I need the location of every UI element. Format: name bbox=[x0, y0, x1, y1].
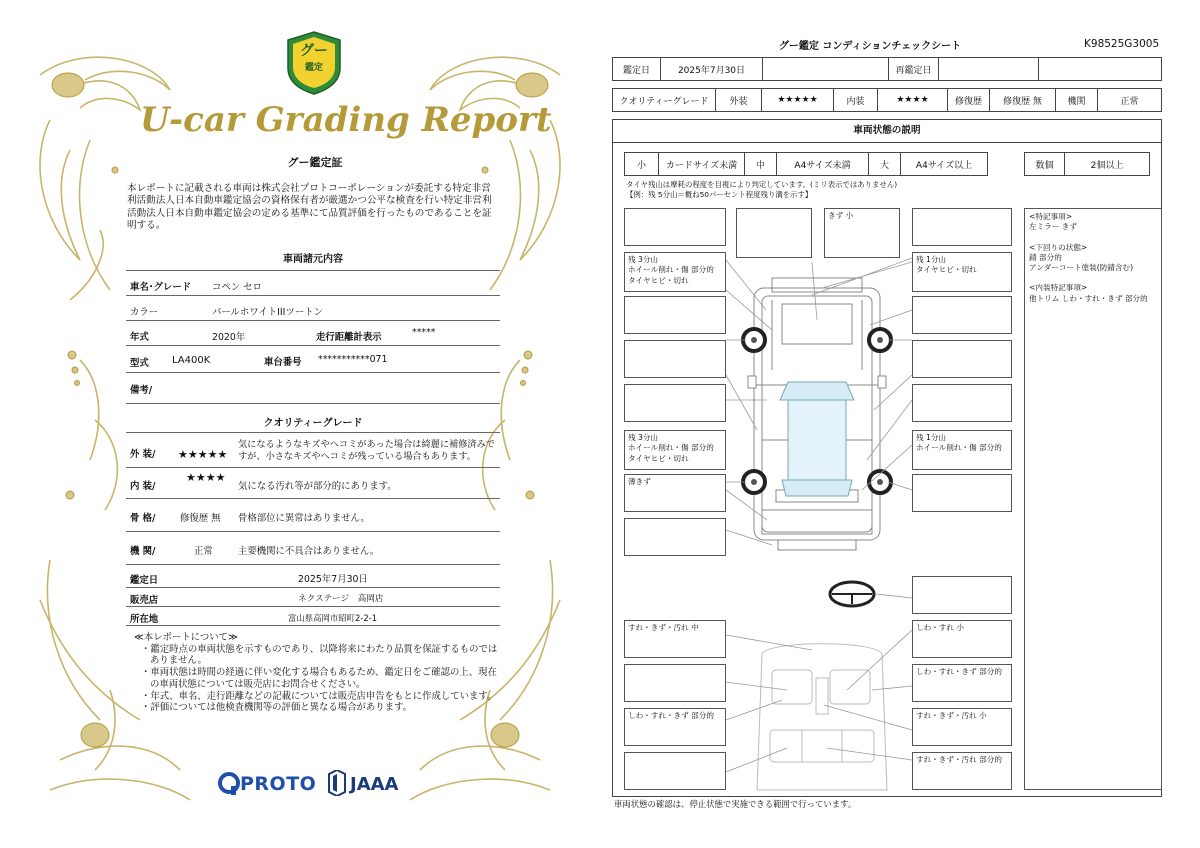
note-line: <下回りの状態> bbox=[1029, 242, 1088, 252]
desc-title: 車両状態の説明 bbox=[612, 119, 1162, 143]
reappraisal-date-label: 再鑑定日 bbox=[889, 58, 939, 81]
annotation-box bbox=[912, 340, 1012, 378]
interior-stars: ★★★★ bbox=[186, 471, 226, 484]
engine-text: 主要機関に不具合はありません。 bbox=[238, 546, 380, 557]
size-small-desc: カードサイズ未満 bbox=[659, 153, 745, 176]
quality-top-rule bbox=[126, 432, 500, 433]
about-item: ・年式、車名、走行距離などの記載については販売店申告をもとに作成しています。 bbox=[141, 690, 497, 702]
quality-row-frame bbox=[126, 500, 500, 532]
annotation-text: タイヤヒビ・切れ bbox=[628, 453, 689, 463]
note-line bbox=[1029, 232, 1157, 242]
report-title: U-car Grading Report bbox=[140, 100, 552, 140]
about-item: ・鑑定時点の車両状態を示すものであり、以降将来にわたり品質を保証するものではありません。 bbox=[141, 643, 498, 667]
certificate-body: 本レポートに記載される車両は株式会社プロトコーポレーションが委託する特定非営利活動法人日本自動車鑑定協会の資格保有者が厳選かつ公平な検査を行い特定非営利活動法人日本自動車鑑定協会の定める基準にて品質評価を行ったものであることを証明する。 bbox=[127, 183, 492, 232]
annotation-text: 残 3分山 bbox=[628, 255, 659, 264]
note-line bbox=[1029, 273, 1157, 283]
quality-row-exterior bbox=[126, 434, 500, 468]
annotation-box bbox=[912, 474, 1012, 512]
color-value: パールホワイトIIIツートン bbox=[212, 307, 323, 318]
annotation-text: きず 小 bbox=[828, 211, 854, 220]
interior-text: 気になる汚れ等が部分的にあります。 bbox=[238, 481, 397, 492]
annotation-text: タイヤヒビ・切れ bbox=[916, 265, 977, 275]
note-line: アンダーコート塗装(防錆含む) bbox=[1029, 263, 1134, 273]
date-table bbox=[612, 57, 1162, 81]
annotation-text: タイヤヒビ・切れ bbox=[628, 275, 689, 285]
annotation-box bbox=[624, 518, 726, 556]
mileage-value: ***** bbox=[412, 327, 436, 338]
annotation-box-interior-l1 bbox=[624, 620, 726, 658]
name-grade-label: 車名･グレード bbox=[130, 282, 191, 293]
annotation-box bbox=[624, 664, 726, 702]
size-small: 小 bbox=[625, 153, 659, 176]
tire-note-2: 【例：残 5分山＝概ね50パーセント程度残り溝を示す】 bbox=[626, 190, 813, 199]
interior-stars: ★★★★ bbox=[878, 89, 948, 112]
tire-note-1: タイヤ残山は摩耗の程度を目視により判定しています。(ミリ表示ではありません) bbox=[626, 180, 898, 189]
engine-label: 機 関/ bbox=[130, 546, 156, 557]
proto-logo-text: PROTO bbox=[240, 773, 317, 795]
size-count: 数個 bbox=[1025, 153, 1065, 176]
address-label: 所在地 bbox=[130, 614, 159, 625]
annotation-box bbox=[624, 208, 726, 246]
quality-label: クオリティーグレード bbox=[613, 89, 716, 112]
appraisal-date-label: 鑑定日 bbox=[613, 58, 661, 81]
interior-label: 内装 bbox=[834, 89, 878, 112]
count-legend-table bbox=[1024, 152, 1150, 176]
spec-row-year bbox=[126, 322, 500, 346]
model-value: LA400K bbox=[172, 355, 211, 366]
annotation-box bbox=[912, 576, 1012, 614]
note-line: 左ミラー きず bbox=[1029, 222, 1077, 232]
exterior-stars: ★★★★★ bbox=[178, 448, 228, 461]
annotation-text: 残 3分山 bbox=[628, 433, 659, 442]
frame-label: 骨 格/ bbox=[130, 513, 156, 524]
annotation-text: ホイール削れ・傷 部分的 bbox=[628, 443, 714, 453]
interior-label: 内 装/ bbox=[130, 481, 156, 492]
model-label: 型式 bbox=[130, 358, 149, 369]
annotation-box-front-left-tire bbox=[624, 252, 726, 292]
annotation-text: しわ・すれ 小 bbox=[916, 623, 964, 632]
annotation-box-left-dent bbox=[624, 474, 726, 512]
annotation-box bbox=[624, 296, 726, 334]
size-mid: 中 bbox=[745, 153, 777, 176]
note-line: 錆 部分的 bbox=[1029, 252, 1062, 262]
annotation-box bbox=[624, 340, 726, 378]
remarks-label: 備考/ bbox=[130, 385, 153, 396]
annotation-box bbox=[624, 384, 726, 422]
annotation-text: すれ・きず・汚れ 中 bbox=[628, 623, 699, 632]
appraisal-date-value: 2025年7月30日 bbox=[298, 574, 368, 585]
annotation-text: 薄きず bbox=[628, 477, 651, 486]
repair-value: 修復歴 無 bbox=[990, 89, 1056, 112]
about-title: ≪本レポートについて≫ bbox=[134, 632, 238, 643]
exterior-text: 気になるようなキズやヘコミがあった場合は綺麗に補修済みですが、小さなキズやヘコミが残っている場合もあります。 bbox=[238, 439, 495, 462]
spec-row-model bbox=[126, 347, 500, 373]
about-item: ・車両状態は時間の経過に伴い変化する場合もあるため、鑑定日をご確認の上、現在の車両状態については販売店にお問合せください。 bbox=[141, 667, 497, 690]
year-label: 年式 bbox=[130, 332, 149, 343]
repair-label: 修復歴 bbox=[948, 89, 990, 112]
empty-cell bbox=[939, 58, 1039, 81]
annotation-text: 残 1分山 bbox=[916, 255, 947, 264]
appraisal-date-label: 鑑定日 bbox=[130, 575, 159, 586]
certificate-title: グー鑑定証 bbox=[287, 156, 343, 169]
special-notes-panel bbox=[1024, 208, 1162, 790]
proto-logo-icon bbox=[218, 772, 240, 796]
about-report bbox=[134, 632, 498, 714]
dealer-label: 販売店 bbox=[130, 595, 159, 606]
annotation-box-rear-left-tire bbox=[624, 430, 726, 470]
annotation-box-interior-r4 bbox=[912, 752, 1012, 790]
note-line: 他トリム しわ・すれ・きず 部分的 bbox=[1029, 293, 1148, 303]
annotation-box bbox=[624, 752, 726, 790]
badge-text-goo: グー bbox=[300, 43, 328, 59]
sheet-title: グー鑑定 コンディションチェックシート bbox=[778, 41, 962, 52]
address-row bbox=[126, 608, 500, 626]
note-line: <内装特記事項> bbox=[1029, 283, 1088, 293]
exterior-label: 外装 bbox=[716, 89, 762, 112]
dealer-row bbox=[126, 589, 500, 607]
annotation-text: すれ・きず・汚れ 小 bbox=[916, 711, 987, 720]
size-mid-desc: A4サイズ未満 bbox=[777, 153, 869, 176]
annotation-box bbox=[912, 208, 1012, 246]
about-item: ・評価については他検査機関等の評価と異なる場合があります。 bbox=[141, 702, 412, 714]
appraisal-date-value: 2025年7月30日 bbox=[661, 58, 763, 81]
specs-top-rule bbox=[126, 270, 500, 271]
chassis-label: 車台番号 bbox=[264, 357, 302, 368]
annotation-box-front-right-tire bbox=[912, 252, 1012, 292]
annotation-box-interior-l3 bbox=[624, 708, 726, 746]
address-value: 富山県高岡市昭町2-2-1 bbox=[288, 613, 378, 623]
size-count-desc: 2個以上 bbox=[1065, 153, 1150, 176]
annotation-box bbox=[736, 208, 812, 258]
spec-row-color bbox=[126, 297, 500, 321]
jaaa-logo-text: JAAA bbox=[350, 774, 399, 795]
annotation-text: しわ・すれ・きず 部分的 bbox=[916, 667, 1002, 676]
grade-table bbox=[612, 88, 1162, 112]
condition-sheet-page bbox=[600, 0, 1200, 848]
sheet-code: K98525G3005 bbox=[1084, 38, 1160, 50]
size-large-desc: A4サイズ以上 bbox=[901, 153, 988, 176]
frame-text: 骨格部位に異常はありません。 bbox=[238, 513, 370, 524]
color-label: カラー bbox=[130, 307, 159, 318]
engine-value: 正常 bbox=[1098, 89, 1162, 112]
annotation-box-interior-r3 bbox=[912, 708, 1012, 746]
annotation-text: 残 1分山 bbox=[916, 433, 947, 442]
annotation-box-interior-r1 bbox=[912, 620, 1012, 658]
exterior-label: 外 装/ bbox=[130, 449, 156, 460]
size-legend-table bbox=[624, 152, 988, 176]
badge-text-kantei: 鑑定 bbox=[304, 63, 323, 73]
quality-row-interior bbox=[126, 469, 500, 499]
annotation-text: すれ・きず・汚れ 部分的 bbox=[916, 755, 1002, 764]
mileage-label: 走行距離計表示 bbox=[316, 332, 382, 343]
appraisal-date-row bbox=[126, 566, 500, 588]
empty-cell bbox=[1039, 58, 1162, 81]
jaaa-logo-icon bbox=[327, 770, 347, 796]
empty-cell bbox=[763, 58, 889, 81]
bottom-note: 車両状態の確認は、停止状態で実施できる範囲で行っています。 bbox=[614, 799, 857, 809]
frame-value: 修復歴 無 bbox=[180, 513, 221, 524]
annotation-box-interior-r2 bbox=[912, 664, 1012, 702]
annotation-box-rear-right-tire bbox=[912, 430, 1012, 470]
annotation-text: ホイール削れ・傷 部分的 bbox=[628, 265, 714, 275]
dealer-value: ネクステージ 高岡店 bbox=[298, 594, 384, 604]
name-grade-value: コペン セロ bbox=[212, 282, 262, 293]
annotation-text: ホイール削れ・傷 部分的 bbox=[916, 443, 1002, 453]
size-large: 大 bbox=[869, 153, 901, 176]
engine-value: 正常 bbox=[194, 546, 213, 557]
quality-row-engine bbox=[126, 533, 500, 565]
chassis-value: ***********071 bbox=[318, 354, 388, 365]
annotation-box-top-mid bbox=[824, 208, 900, 258]
exterior-stars: ★★★★★ bbox=[762, 89, 834, 112]
annotation-box bbox=[912, 296, 1012, 334]
spec-row-name bbox=[126, 272, 500, 296]
annotation-text: しわ・すれ・きず 部分的 bbox=[628, 711, 714, 720]
annotation-box bbox=[912, 384, 1012, 422]
engine-label: 機関 bbox=[1056, 89, 1098, 112]
quality-title: クオリティーグレード bbox=[263, 418, 363, 429]
note-line: <特記事項> bbox=[1029, 212, 1073, 221]
year-value: 2020年 bbox=[212, 332, 246, 343]
spec-row-remarks bbox=[126, 374, 500, 404]
specs-title: 車両諸元内容 bbox=[283, 254, 343, 265]
